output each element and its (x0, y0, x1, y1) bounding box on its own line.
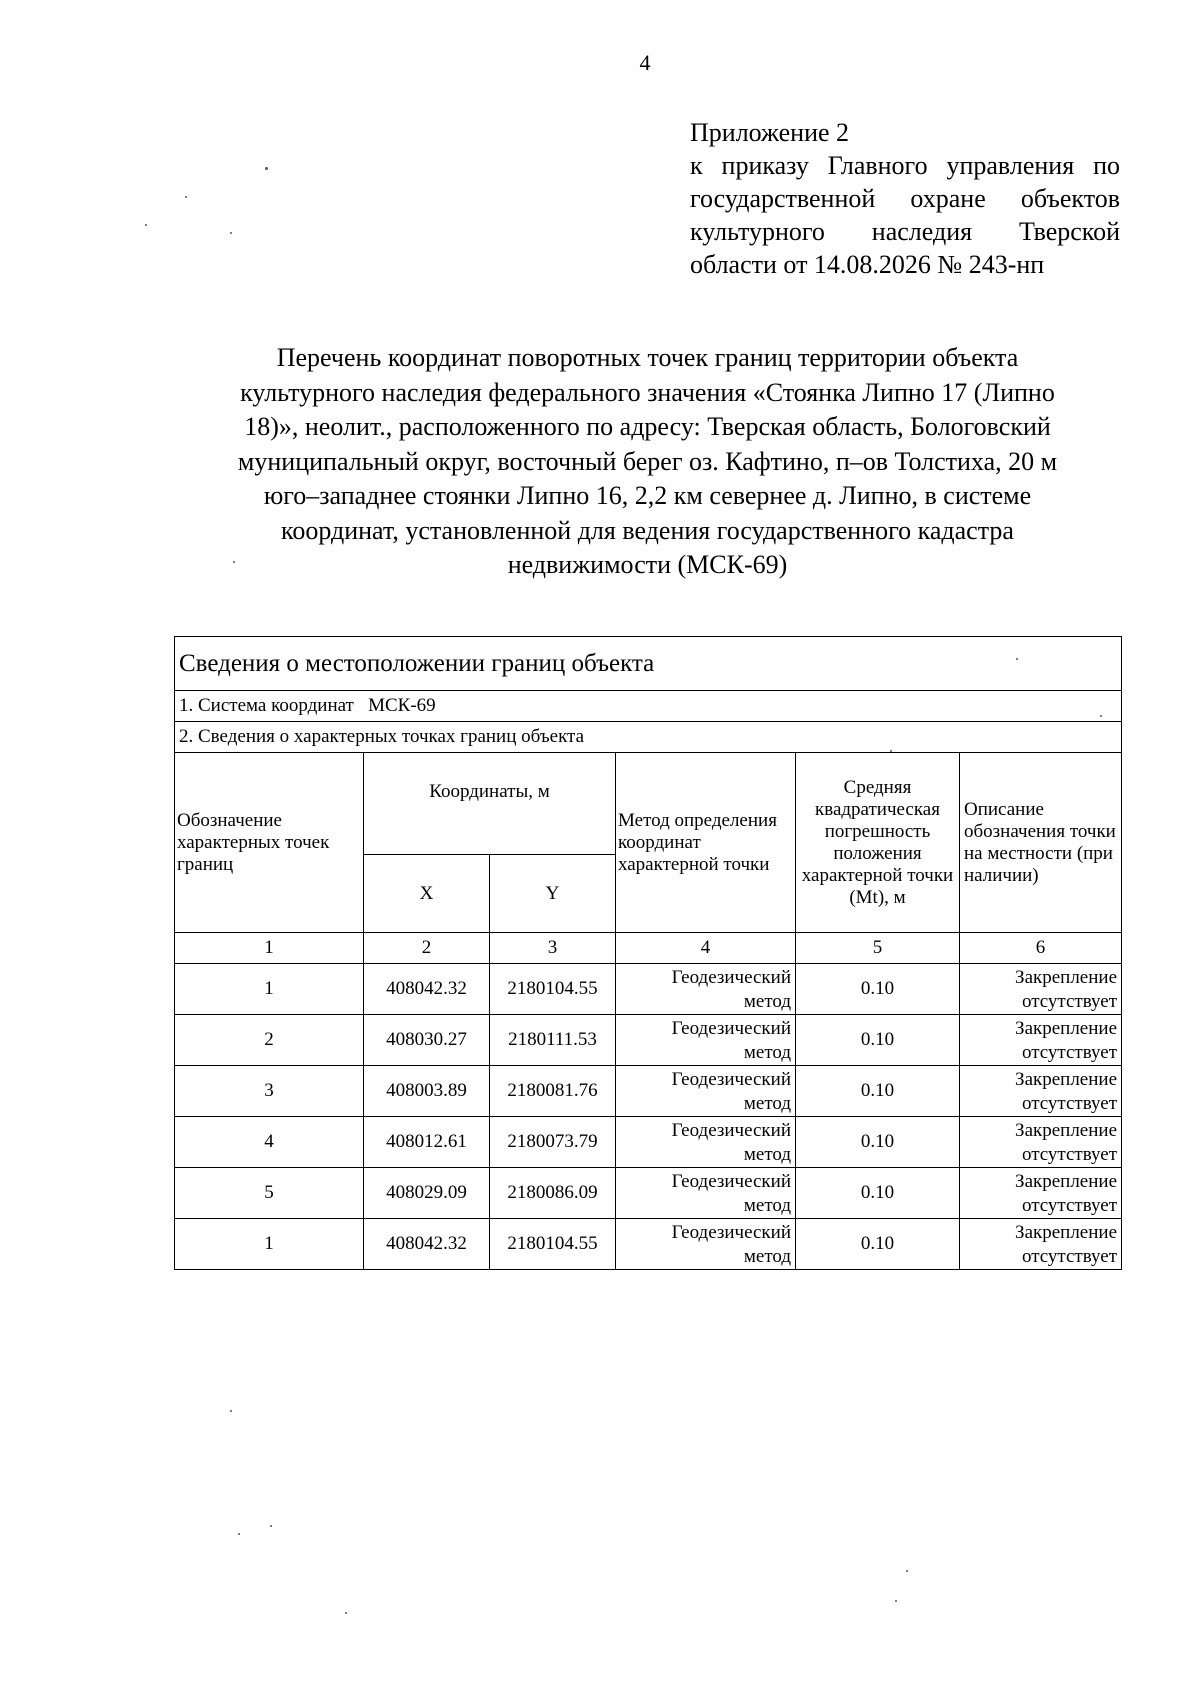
error-cell: 0.10 (796, 1117, 960, 1168)
description-cell: Закрепление отсутствует (960, 1168, 1122, 1219)
scan-speck (230, 1410, 232, 1412)
error-cell: 0.10 (796, 1168, 960, 1219)
method-cell: Геодезический метод (616, 1066, 796, 1117)
x-cell: 408012.61 (364, 1117, 490, 1168)
header-designation: Обозначение характерных точек границ (175, 753, 364, 933)
header-y: Y (490, 855, 616, 933)
y-cell: 2180104.55 (490, 964, 616, 1015)
table-row (175, 1117, 1122, 1168)
scan-speck (265, 167, 268, 170)
appendix-block (690, 116, 1120, 281)
table-row (175, 1168, 1122, 1219)
error-cell: 0.10 (796, 1066, 960, 1117)
scan-speck (890, 750, 892, 752)
header-coordinates: Координаты, м (364, 753, 616, 855)
appendix-title: Приложение 2 (690, 118, 850, 147)
table-row (175, 964, 1122, 1015)
column-number: 2 (364, 933, 490, 964)
description-cell: Закрепление отсутствует (960, 1015, 1122, 1066)
scan-speck (230, 232, 232, 234)
appendix-line: к приказу Главного управления по (690, 151, 1120, 180)
scan-speck (895, 1600, 897, 1602)
scan-speck (345, 1612, 347, 1614)
method-cell: Геодезический метод (616, 964, 796, 1015)
scan-speck (238, 1533, 240, 1535)
table-caption: Сведения о местоположении границ объекта (175, 637, 1122, 691)
document-heading (180, 341, 1115, 583)
column-number: 4 (616, 933, 796, 964)
header-x: X (364, 855, 490, 933)
method-cell: Геодезический метод (616, 1168, 796, 1219)
heading-line: юго–западнее стоянки Липно 16, 2,2 км севернее д. Липно, в системе (263, 481, 1032, 510)
coordinate-system-value: МСК-69 (368, 695, 436, 716)
scan-speck (906, 1570, 908, 1572)
description-cell: Закрепление отсутствует (960, 1219, 1122, 1270)
header-error: Средняя квадратическая погрешность положения характерной точки (Mt), м (796, 753, 960, 933)
y-cell: 2180111.53 (490, 1015, 616, 1066)
table-header-row (175, 753, 1122, 855)
coordinate-system-row (175, 691, 1122, 722)
table-row (175, 1015, 1122, 1066)
appendix-line: области от 14.08.2026 № 243-нп (690, 250, 1045, 279)
points-info-row (175, 722, 1122, 753)
header-method: Метод определения координат характерной точки (616, 753, 796, 933)
description-cell: Закрепление отсутствует (960, 1117, 1122, 1168)
column-number: 6 (960, 933, 1122, 964)
coordinate-system-cell (175, 691, 1122, 722)
column-number: 3 (490, 933, 616, 964)
table-row (175, 1066, 1122, 1117)
heading-line: муниципальный округ, восточный берег оз. Кафтино, п–ов Толстиха, 20 м (237, 446, 1058, 476)
method-cell: Геодезический метод (616, 1219, 796, 1270)
heading-line: Перечень координат поворотных точек границ территории объекта (276, 343, 1019, 372)
header-description: Описание обозначения точки на местности (при наличии) (960, 753, 1122, 933)
error-cell: 0.10 (796, 1015, 960, 1066)
x-cell: 408003.89 (364, 1066, 490, 1117)
appendix-line: культурного наследия Тверской (690, 217, 1120, 246)
method-cell: Геодезический метод (616, 1015, 796, 1066)
table-caption-row (175, 637, 1122, 691)
error-cell: 0.10 (796, 1219, 960, 1270)
scan-speck (145, 224, 147, 226)
error-cell: 0.10 (796, 964, 960, 1015)
point-cell: 3 (175, 1066, 364, 1117)
point-cell: 1 (175, 1219, 364, 1270)
x-cell: 408042.32 (364, 964, 490, 1015)
y-cell: 2180086.09 (490, 1168, 616, 1219)
scan-speck (270, 1525, 272, 1527)
description-cell: Закрепление отсутствует (960, 964, 1122, 1015)
point-cell: 2 (175, 1015, 364, 1066)
y-cell: 2180081.76 (490, 1066, 616, 1117)
x-cell: 408042.32 (364, 1219, 490, 1270)
heading-line: культурного наследия федерального значения «Стоянка Липно 17 (Липно (240, 377, 1055, 407)
y-cell: 2180104.55 (490, 1219, 616, 1270)
scan-speck (1100, 715, 1102, 717)
scan-speck (233, 561, 235, 563)
column-number: 1 (175, 933, 364, 964)
points-info-label: 2. Сведения о характерных точках границ объекта (175, 722, 1122, 753)
appendix-line: государственной охране объектов (690, 184, 1120, 213)
heading-line: 18)», неолит., расположенного по адресу: Тверская область, Бологовский (244, 412, 1051, 441)
column-number-row (175, 933, 1122, 964)
heading-line: недвижимости (МСК-69) (507, 550, 788, 579)
coordinates-table (174, 636, 1122, 1270)
table-row (175, 1219, 1122, 1270)
heading-line: координат, установленной для ведения государственного кадастра (281, 515, 1014, 545)
column-number: 5 (796, 933, 960, 964)
scan-speck (185, 196, 187, 198)
scan-speck (1016, 658, 1018, 660)
point-cell: 5 (175, 1168, 364, 1219)
description-cell: Закрепление отсутствует (960, 1066, 1122, 1117)
x-cell: 408030.27 (364, 1015, 490, 1066)
coordinate-system-label: 1. Система координат (179, 695, 354, 716)
y-cell: 2180073.79 (490, 1117, 616, 1168)
x-cell: 408029.09 (364, 1168, 490, 1219)
point-cell: 4 (175, 1117, 364, 1168)
page-number: 4 (639, 50, 651, 75)
point-cell: 1 (175, 964, 364, 1015)
method-cell: Геодезический метод (616, 1117, 796, 1168)
